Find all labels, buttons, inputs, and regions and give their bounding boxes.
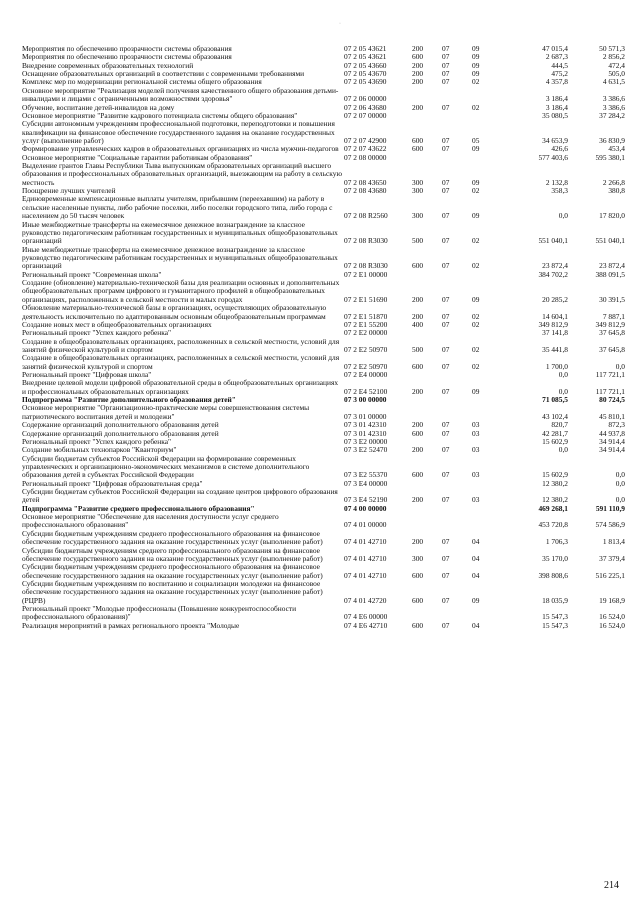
row-code: 07 4 E6 00000 bbox=[344, 612, 388, 622]
table-row bbox=[22, 547, 625, 564]
row-section: 07 bbox=[442, 470, 450, 480]
row-name: Субсидии бюджетам субъектов Российской Федерации на формирование современных управленческих и организационно-экономических механизмов в системе дополнительного образования детей в субъектах Российской Федерации bbox=[22, 453, 310, 480]
table-row bbox=[22, 354, 625, 371]
row-name: Мероприятия по обеспечению прозрачности системы образования bbox=[22, 52, 232, 62]
row-name: Субсидии бюджетным учреждениям среднего профессионального образования на финансовое обеспечение государственного задания на оказание государственных услуг (выполнение работ) bbox=[22, 528, 323, 547]
row-code: 07 3 01 42310 bbox=[344, 420, 387, 430]
row-subsection: 02 bbox=[472, 319, 480, 329]
row-amount-year-1: 358,3 bbox=[551, 186, 568, 196]
row-name: Основное мероприятие "Обеспечение для населения доступности услуг среднего профессионального образования" bbox=[22, 512, 279, 530]
row-amount-year-1: 12 380,2 bbox=[542, 495, 568, 505]
row-section: 07 bbox=[442, 361, 450, 371]
row-amount-year-1: 43 102,4 bbox=[542, 411, 568, 421]
row-subsection: 09 bbox=[472, 69, 480, 79]
row-code: 07 2 05 43621 bbox=[344, 44, 387, 53]
row-amount-year-1: 14 604,1 bbox=[542, 311, 568, 321]
row-name: Подпрограмма "Развитие дополнительного образования детей" bbox=[22, 395, 236, 405]
table-row bbox=[22, 530, 625, 547]
row-section: 07 bbox=[442, 553, 450, 563]
table-row bbox=[22, 246, 625, 271]
row-expense-type: 200 bbox=[412, 445, 424, 455]
row-code: 07 2 07 42900 bbox=[344, 135, 387, 145]
row-code: 07 4 01 00000 bbox=[344, 520, 387, 530]
row-amount-year-1: 577 403,6 bbox=[538, 152, 568, 162]
row-amount-year-2: 36 830,9 bbox=[599, 135, 625, 145]
row-amount-year-1: 35 170,0 bbox=[542, 553, 568, 563]
row-expense-type: 200 bbox=[412, 311, 424, 321]
row-amount-year-1: 15 547,3 bbox=[542, 612, 568, 622]
row-name: Региональный проект "Цифровая школа" bbox=[22, 370, 152, 380]
row-amount-year-2: 1 813,4 bbox=[602, 537, 625, 547]
row-section: 07 bbox=[442, 177, 450, 187]
row-section: 07 bbox=[442, 211, 450, 221]
table-row bbox=[22, 304, 625, 321]
row-subsection: 03 bbox=[472, 470, 480, 480]
row-amount-year-2: 2 266,8 bbox=[602, 177, 625, 187]
row-name: Оснащение образовательных организаций в соответствии с современными требованиями bbox=[22, 69, 305, 79]
row-name: Формирование управленческих кадров в образовательных организациях из числа мужчин-педагогов bbox=[22, 144, 339, 154]
row-amount-year-1: 426,6 bbox=[551, 144, 568, 154]
row-expense-type: 600 bbox=[412, 620, 424, 630]
row-name: Реализация мероприятий в рамках регионального проекта "Молодые bbox=[22, 620, 240, 630]
row-name: Обучение, воспитание детей-инвалидов на дому bbox=[22, 102, 175, 112]
row-section: 07 bbox=[442, 495, 450, 505]
row-amount-year-2: 80 724,5 bbox=[599, 395, 625, 405]
row-code: 07 3 01 00000 bbox=[344, 411, 387, 421]
row-code: 07 3 E4 52190 bbox=[344, 495, 388, 505]
row-name: Основное мероприятие "Социальные гарантии работникам образования" bbox=[22, 152, 253, 162]
row-expense-type: 200 bbox=[412, 386, 424, 396]
row-amount-year-2: 505,0 bbox=[608, 69, 625, 79]
row-code: 07 2 E1 55200 bbox=[344, 319, 388, 329]
row-name: Иные межбюджетные трансферты на ежемесячное денежное вознаграждение за классное руководство педагогическим работникам государственных и муниципальных общеобразовательных организаций bbox=[22, 244, 338, 271]
row-expense-type: 200 bbox=[412, 420, 424, 430]
row-section: 07 bbox=[442, 595, 450, 605]
row-amount-year-2: 472,4 bbox=[608, 60, 625, 70]
row-expense-type: 500 bbox=[412, 344, 424, 354]
row-name: Субсидии бюджетным учреждениям по воспитанию и социализации молодежи на финансовое обеспечение государственного задания на оказание государственных услуг (выполнение работ) (РЦРВ) bbox=[22, 579, 323, 605]
row-amount-year-2: 551 040,1 bbox=[595, 236, 625, 246]
row-amount-year-1: 42 281,7 bbox=[542, 428, 568, 438]
table-row bbox=[22, 404, 625, 421]
row-amount-year-1: 2 132,8 bbox=[545, 177, 568, 187]
row-code: 07 2 05 43621 bbox=[344, 52, 387, 62]
row-amount-year-1: 2 687,3 bbox=[545, 52, 568, 62]
row-code: 07 4 01 42710 bbox=[344, 537, 387, 547]
table-row bbox=[22, 338, 625, 355]
row-expense-type: 600 bbox=[412, 135, 424, 145]
row-code: 07 2 08 00000 bbox=[344, 152, 387, 162]
table-row bbox=[22, 488, 625, 505]
row-subsection: 02 bbox=[472, 102, 480, 112]
row-subsection: 02 bbox=[472, 261, 480, 271]
page-top-mark: · bbox=[339, 21, 341, 27]
row-code: 07 2 E2 00000 bbox=[344, 328, 388, 338]
row-section: 07 bbox=[442, 102, 450, 112]
row-code: 07 3 01 42310 bbox=[344, 428, 387, 438]
row-amount-year-1: 35 441,8 bbox=[542, 344, 568, 354]
row-amount-year-1: 444,5 bbox=[551, 60, 568, 70]
row-amount-year-2: 117 721,1 bbox=[595, 370, 625, 380]
row-subsection: 03 bbox=[472, 495, 480, 505]
row-amount-year-2: 34 914,4 bbox=[599, 445, 625, 455]
row-amount-year-2: 23 872,4 bbox=[599, 261, 625, 271]
row-code: 07 2 06 00000 bbox=[344, 94, 387, 104]
row-section: 07 bbox=[442, 135, 450, 145]
row-subsection: 04 bbox=[472, 570, 480, 580]
row-code: 07 2 E1 51870 bbox=[344, 311, 388, 321]
row-subsection: 09 bbox=[472, 211, 480, 221]
row-amount-year-2: 380,8 bbox=[608, 186, 625, 196]
row-name: Иные межбюджетные трансферты на ежемесячное денежное вознаграждение за классное руководство педагогическим работникам государственных и муниципальных общеобразовательных организаций bbox=[22, 219, 338, 246]
row-name: Мероприятия по обеспечению прозрачности системы образования bbox=[22, 44, 232, 53]
row-code: 07 2 06 43680 bbox=[344, 102, 387, 112]
row-amount-year-1: 15 547,3 bbox=[542, 620, 568, 630]
row-subsection: 09 bbox=[472, 177, 480, 187]
row-amount-year-2: 50 571,3 bbox=[599, 44, 625, 53]
row-expense-type: 200 bbox=[412, 60, 424, 70]
row-amount-year-1: 0,0 bbox=[558, 445, 568, 455]
row-amount-year-1: 0,0 bbox=[558, 386, 568, 396]
row-expense-type: 200 bbox=[412, 537, 424, 547]
row-amount-year-2: 117 721,1 bbox=[595, 386, 625, 396]
page-number: 214 bbox=[604, 880, 619, 891]
row-amount-year-2: 516 225,1 bbox=[595, 570, 625, 580]
row-section: 07 bbox=[442, 428, 450, 438]
row-amount-year-1: 398 808,6 bbox=[538, 570, 568, 580]
row-section: 07 bbox=[442, 44, 450, 53]
row-section: 07 bbox=[442, 311, 450, 321]
row-subsection: 09 bbox=[472, 386, 480, 396]
row-name: Региональный проект "Молодые профессионалы (Повышение конкурентоспособности профессионального образования)" bbox=[22, 604, 297, 622]
row-code: 07 4 01 42710 bbox=[344, 570, 387, 580]
row-section: 07 bbox=[442, 386, 450, 396]
row-amount-year-2: 16 524,0 bbox=[599, 620, 625, 630]
row-name: Региональный проект "Успех каждого ребенка" bbox=[22, 436, 172, 446]
row-subsection: 03 bbox=[472, 420, 480, 430]
row-expense-type: 600 bbox=[412, 52, 424, 62]
table-row bbox=[22, 279, 625, 304]
row-amount-year-1: 23 872,4 bbox=[542, 261, 568, 271]
row-amount-year-2: 591 110,9 bbox=[595, 503, 625, 513]
row-subsection: 04 bbox=[472, 537, 480, 547]
row-code: 07 3 E2 52470 bbox=[344, 445, 388, 455]
row-amount-year-2: 595 380,1 bbox=[595, 152, 625, 162]
row-section: 07 bbox=[442, 445, 450, 455]
row-amount-year-2: 16 524,0 bbox=[599, 612, 625, 622]
row-code: 07 2 E2 50970 bbox=[344, 361, 388, 371]
row-subsection: 04 bbox=[472, 553, 480, 563]
row-amount-year-2: 37 645,8 bbox=[599, 344, 625, 354]
row-name: Создание (обновление) материально-технической базы для реализации основных и дополнительных общеобразовательных программ цифрового и гуманитарного профилей в общеобразовательных организациях, расположенных в сельской местности и малых городах bbox=[22, 278, 340, 304]
row-amount-year-1: 384 702,2 bbox=[538, 269, 568, 279]
row-code: 07 2 E4 00000 bbox=[344, 370, 388, 380]
row-amount-year-2: 19 168,9 bbox=[599, 595, 625, 605]
row-name: Основное мероприятие "Организационно-практические меры совершенствования системы патриотического воспитания детей и молодежи" bbox=[22, 403, 310, 421]
row-section: 07 bbox=[442, 52, 450, 62]
row-amount-year-2: 574 586,9 bbox=[595, 520, 625, 530]
row-name: Региональный проект "Современная школа" bbox=[22, 269, 162, 279]
row-section: 07 bbox=[442, 344, 450, 354]
row-amount-year-2: 34 914,4 bbox=[599, 436, 625, 446]
row-amount-year-2: 30 391,5 bbox=[599, 294, 625, 304]
row-subsection: 09 bbox=[472, 144, 480, 154]
row-expense-type: 600 bbox=[412, 261, 424, 271]
row-name: Комплекс мер по модернизации региональной системы общего образования bbox=[22, 77, 262, 87]
row-name: Субсидии бюджетным учреждениям среднего профессионального образования на финансовое обеспечение государственного задания на оказание государственных услуг (выполнение работ) bbox=[22, 545, 323, 563]
row-name: Содержание организаций дополнительного образования детей bbox=[22, 428, 219, 438]
row-code: 07 4 00 00000 bbox=[344, 503, 387, 513]
row-amount-year-2: 3 386,6 bbox=[602, 102, 625, 112]
budget-table bbox=[22, 45, 625, 630]
row-code: 07 2 E2 50970 bbox=[344, 344, 388, 354]
row-expense-type: 600 bbox=[412, 428, 424, 438]
table-row bbox=[22, 563, 625, 580]
row-amount-year-2: 0,0 bbox=[615, 495, 625, 505]
row-name: Субсидии бюджетам субъектов Российской Федерации на создание центров цифрового образования детей bbox=[22, 487, 338, 505]
row-amount-year-1: 820,7 bbox=[551, 420, 568, 430]
table-row bbox=[22, 580, 625, 605]
row-subsection: 09 bbox=[472, 44, 480, 53]
row-code: 07 2 08 R3030 bbox=[344, 261, 388, 271]
row-section: 07 bbox=[442, 319, 450, 329]
row-code: 07 2 05 43670 bbox=[344, 69, 387, 79]
row-name: Создание в общеобразовательных организациях, расположенных в сельской местности, условий для занятий физической культурой и спортом bbox=[22, 336, 340, 354]
row-code: 07 2 05 43690 bbox=[344, 77, 387, 87]
row-expense-type: 200 bbox=[412, 44, 424, 53]
row-section: 07 bbox=[442, 570, 450, 580]
row-code: 07 4 01 42710 bbox=[344, 553, 387, 563]
row-code: 07 3 E4 00000 bbox=[344, 478, 388, 488]
row-section: 07 bbox=[442, 69, 450, 79]
row-name: Внедрение целевой модели цифровой образовательной среды в общеобразовательных организациях и профессиональных образовательных организациях bbox=[22, 378, 339, 396]
row-expense-type: 600 bbox=[412, 470, 424, 480]
row-subsection: 09 bbox=[472, 595, 480, 605]
row-section: 07 bbox=[442, 294, 450, 304]
row-name: Основное мероприятие "Реализация моделей получения качественного общего образования детьми-инвалидами и лицами с ограниченными возможностями здоровья" bbox=[22, 85, 339, 104]
table-row bbox=[22, 455, 625, 480]
row-amount-year-2: 349 812,9 bbox=[595, 319, 625, 329]
row-amount-year-1: 18 035,9 bbox=[542, 595, 568, 605]
row-code: 07 4 01 42720 bbox=[344, 595, 387, 605]
row-expense-type: 300 bbox=[412, 211, 424, 221]
row-amount-year-1: 1 700,0 bbox=[545, 361, 568, 371]
row-expense-type: 300 bbox=[412, 186, 424, 196]
row-name: Субсидии бюджетным учреждениям среднего профессионального образования на финансовое обеспечение государственного задания на оказание государственных услуг (выполнение работ) bbox=[22, 562, 323, 580]
row-section: 07 bbox=[442, 60, 450, 70]
row-name: Создание в общеобразовательных организациях, расположенных в сельской местности, условий для занятий физической культурой и спортом bbox=[22, 353, 340, 371]
row-amount-year-1: 71 085,5 bbox=[542, 395, 568, 405]
row-expense-type: 200 bbox=[412, 294, 424, 304]
row-amount-year-2: 0,0 bbox=[615, 361, 625, 371]
row-amount-year-1: 349 812,9 bbox=[538, 319, 568, 329]
row-amount-year-2: 7 887,1 bbox=[602, 311, 625, 321]
row-amount-year-1: 469 268,1 bbox=[538, 503, 568, 513]
row-code: 07 2 08 R2560 bbox=[344, 211, 388, 221]
row-subsection: 09 bbox=[472, 60, 480, 70]
table-row bbox=[22, 221, 625, 246]
row-amount-year-2: 2 856,2 bbox=[602, 52, 625, 62]
row-amount-year-1: 4 357,8 bbox=[545, 77, 568, 87]
row-amount-year-1: 453 720,8 bbox=[538, 520, 568, 530]
row-code: 07 2 07 43622 bbox=[344, 144, 387, 154]
row-amount-year-2: 872,3 bbox=[608, 420, 625, 430]
table-row bbox=[22, 379, 625, 396]
row-section: 07 bbox=[442, 420, 450, 430]
row-code: 07 2 E4 52100 bbox=[344, 386, 388, 396]
row-section: 07 bbox=[442, 261, 450, 271]
row-amount-year-1: 35 080,5 bbox=[542, 110, 568, 120]
row-name: Региональный проект "Цифровая образовательная среда" bbox=[22, 478, 203, 488]
row-subsection: 02 bbox=[472, 186, 480, 196]
row-amount-year-1: 47 015,4 bbox=[542, 44, 568, 53]
row-name: Создание новых мест в общеобразовательных организациях bbox=[22, 319, 212, 329]
row-amount-year-1: 475,2 bbox=[551, 69, 568, 79]
row-amount-year-2: 0,0 bbox=[615, 478, 625, 488]
row-amount-year-2: 453,4 bbox=[608, 144, 625, 154]
row-amount-year-2: 44 937,8 bbox=[599, 428, 625, 438]
table-row bbox=[22, 87, 625, 104]
row-section: 07 bbox=[442, 236, 450, 246]
row-expense-type: 200 bbox=[412, 77, 424, 87]
row-amount-year-2: 37 645,8 bbox=[599, 328, 625, 338]
row-amount-year-1: 34 653,9 bbox=[542, 135, 568, 145]
table-row bbox=[22, 513, 625, 530]
row-expense-type: 600 bbox=[412, 144, 424, 154]
row-subsection: 02 bbox=[472, 236, 480, 246]
row-amount-year-1: 20 285,2 bbox=[542, 294, 568, 304]
table-row bbox=[22, 605, 625, 622]
row-name: Создание мобильных технопарков "Кванториум" bbox=[22, 445, 177, 455]
row-amount-year-2: 388 091,5 bbox=[595, 269, 625, 279]
row-expense-type: 500 bbox=[412, 236, 424, 246]
row-amount-year-2: 3 386,6 bbox=[602, 94, 625, 104]
row-name: Субсидии автономным учреждениям профессиональной подготовки, переподготовки и повышения квалификации на финансовое обеспечение государственного задания на оказание государственных услуг (выполнение работ) bbox=[22, 119, 335, 145]
row-subsection: 04 bbox=[472, 620, 480, 630]
row-code: 07 2 08 43680 bbox=[344, 186, 387, 196]
row-name: Поощрение лучших учителей bbox=[22, 186, 116, 196]
row-amount-year-1: 3 186,4 bbox=[545, 102, 568, 112]
row-expense-type: 300 bbox=[412, 177, 424, 187]
table-row bbox=[22, 120, 625, 145]
row-name: Региональный проект "Успех каждого ребенка" bbox=[22, 328, 172, 338]
row-subsection: 02 bbox=[472, 344, 480, 354]
table-row bbox=[22, 195, 625, 220]
row-section: 07 bbox=[442, 144, 450, 154]
row-amount-year-2: 45 810,1 bbox=[599, 411, 625, 421]
row-expense-type: 400 bbox=[412, 319, 424, 329]
row-name: Основное мероприятие "Развитие кадрового потенциала системы общего образования" bbox=[22, 110, 298, 120]
row-amount-year-1: 0,0 bbox=[558, 370, 568, 380]
row-code: 07 2 08 43650 bbox=[344, 177, 387, 187]
row-expense-type: 200 bbox=[412, 495, 424, 505]
row-expense-type: 600 bbox=[412, 570, 424, 580]
row-name: Содержание организаций дополнительного образования детей bbox=[22, 420, 219, 430]
row-code: 07 3 E2 00000 bbox=[344, 436, 388, 446]
row-amount-year-1: 1 706,3 bbox=[545, 537, 568, 547]
row-name: Выделение грантов Главы Республики Тыва выпускникам образовательных организаций высшего образования и профессиональных образовательных организаций, выезжающим на работу в сельскую местность bbox=[22, 161, 342, 187]
row-amount-year-2: 0,0 bbox=[615, 470, 625, 480]
row-amount-year-1: 37 141,8 bbox=[542, 328, 568, 338]
row-amount-year-1: 15 602,9 bbox=[542, 436, 568, 446]
table-row bbox=[22, 162, 625, 187]
row-subsection: 02 bbox=[472, 361, 480, 371]
row-code: 07 2 05 43660 bbox=[344, 60, 387, 70]
row-subsection: 09 bbox=[472, 294, 480, 304]
row-code: 07 4 E6 42710 bbox=[344, 620, 388, 630]
row-section: 07 bbox=[442, 620, 450, 630]
row-amount-year-1: 15 602,9 bbox=[542, 470, 568, 480]
row-name: Единовременные компенсационные выплаты учителям, прибывшим (переехавшим) на работу в сельские населенные пункты, либо рабочие поселки, либо поселки городского типа, либо города с населением до 50 тысяч человек bbox=[22, 194, 333, 221]
row-code: 07 2 E1 51690 bbox=[344, 294, 388, 304]
row-amount-year-1: 551 040,1 bbox=[538, 236, 568, 246]
row-expense-type: 200 bbox=[412, 102, 424, 112]
row-expense-type: 600 bbox=[412, 595, 424, 605]
row-code: 07 2 08 R3030 bbox=[344, 236, 388, 246]
row-subsection: 03 bbox=[472, 445, 480, 455]
row-expense-type: 200 bbox=[412, 69, 424, 79]
row-expense-type: 600 bbox=[412, 361, 424, 371]
row-amount-year-2: 37 284,2 bbox=[599, 110, 625, 120]
row-name: Обновление материально-технической базы в организациях, осуществляющих образовательную деятельность исключительно по адаптированным основным общеобразовательным программам bbox=[22, 303, 327, 321]
row-section: 07 bbox=[442, 537, 450, 547]
row-code: 07 3 E2 55370 bbox=[344, 470, 388, 480]
row-subsection: 09 bbox=[472, 52, 480, 62]
row-amount-year-1: 0,0 bbox=[558, 211, 568, 221]
row-code: 07 3 00 00000 bbox=[344, 395, 387, 405]
row-subsection: 02 bbox=[472, 77, 480, 87]
row-section: 07 bbox=[442, 77, 450, 87]
row-code: 07 2 E1 00000 bbox=[344, 269, 388, 279]
row-amount-year-2: 37 379,4 bbox=[599, 553, 625, 563]
row-code: 07 2 07 00000 bbox=[344, 110, 387, 120]
row-subsection: 02 bbox=[472, 311, 480, 321]
row-amount-year-2: 4 631,5 bbox=[602, 77, 625, 87]
row-name: Подпрограмма "Развитие среднего профессионального образования" bbox=[22, 503, 255, 513]
row-subsection: 05 bbox=[472, 135, 480, 145]
table-row bbox=[22, 622, 625, 630]
row-section: 07 bbox=[442, 186, 450, 196]
row-amount-year-2: 17 820,0 bbox=[599, 211, 625, 221]
row-name: Внедрение современных образовательных технологий bbox=[22, 60, 194, 70]
row-amount-year-1: 12 380,2 bbox=[542, 478, 568, 488]
row-subsection: 03 bbox=[472, 428, 480, 438]
row-amount-year-1: 3 186,4 bbox=[545, 94, 568, 104]
row-expense-type: 300 bbox=[412, 553, 424, 563]
